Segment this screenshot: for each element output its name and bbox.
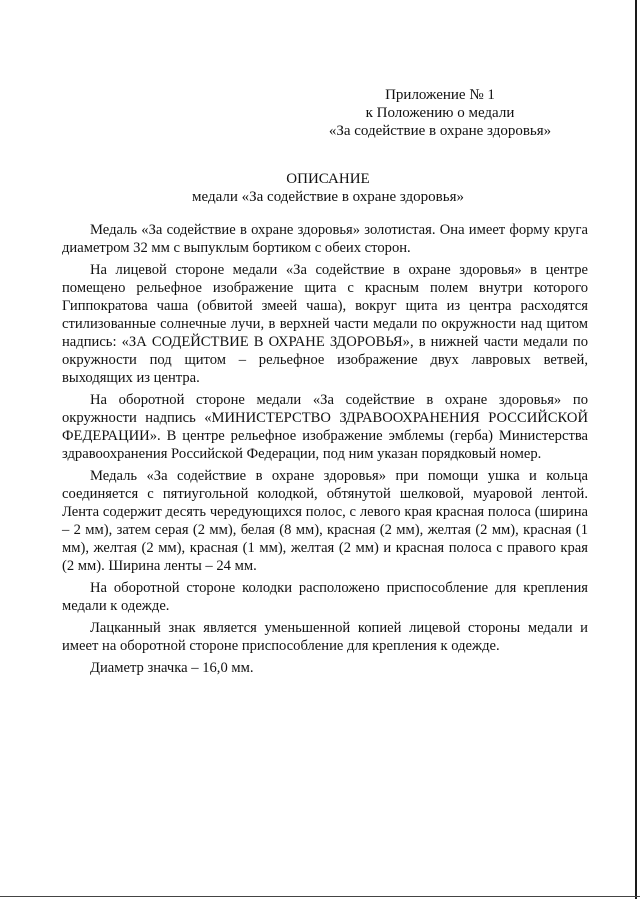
paragraph-medal-general: Медаль «За содействие в охране здоровья» золотистая. Она имеет форму круга диаметром 32 мм с выпуклым бортиком с обеих сторон.: [62, 222, 588, 256]
annex-header: [300, 86, 580, 140]
title-subheading: медали «За содействие в охране здоровья»: [192, 189, 464, 205]
scan-edge-bottom: [0, 896, 640, 897]
document-title: [60, 170, 596, 206]
paragraph-ribbon: Медаль «За содействие в охране здоровья» при помощи ушка и кольца соединяется с пятиугольной колодкой, обтянутой шелковой, муаровой лентой. Лента содержит десять чередующихся полос, с левого края красная полоса (ширина – 2 мм), затем серая (2 мм), белая (8 мм), красная (2 мм), желтая (2 мм), красная (1 мм), желтая (2 мм), красная (1 мм), желтая (2 мм) и красная полоса с правого края (2 мм). Ширина ленты – 24 мм.: [62, 468, 588, 574]
annex-number: Приложение № 1: [385, 87, 495, 103]
paragraph-reverse: На оборотной стороне медали «За содействие в охране здоровья» по окружности надпись «МИНИСТЕРСТВО ЗДРАВООХРАНЕНИЯ РОССИЙСКОЙ ФЕДЕРАЦИИ». В центре рельефное изображение эмблемы (герба) Министерства здравоохранения Российской Федерации, под ним указан порядковый номер.: [62, 392, 588, 462]
annex-reference: к Положению о медали: [365, 105, 515, 121]
title-heading: ОПИСАНИЕ: [286, 171, 370, 187]
scan-edge-right: [635, 0, 637, 899]
paragraph-obverse: На лицевой стороне медали «За содействие в охране здоровья» в центре помещено рельефное изображение щита с красным полем внутри которого Гиппократова чаша (обвитой змеей чаша), вокруг щита из центра расходятся стилизованные солнечные лучи, в верхней части медали по окружности над щитом надпись: «ЗА СОДЕЙСТВИЕ В ОХРАНЕ ЗДОРОВЬЯ», в нижней части медали по окружности под щитом – рельефное изображение двух лавровых ветвей, выходящих из центра.: [62, 262, 588, 386]
paragraph-lapel-pin: Лацканный знак является уменьшенной копией лицевой стороны медали и имеет на оборотной стороне приспособление для крепления к одежде.: [62, 620, 588, 654]
document-body: [62, 221, 588, 681]
paragraph-pin-diameter: Диаметр значка – 16,0 мм.: [90, 660, 254, 676]
paragraph-mount: На оборотной стороне колодки расположено приспособление для крепления медали к одежде.: [62, 580, 588, 614]
annex-medal-name: «За содействие в охране здоровья»: [328, 123, 552, 139]
